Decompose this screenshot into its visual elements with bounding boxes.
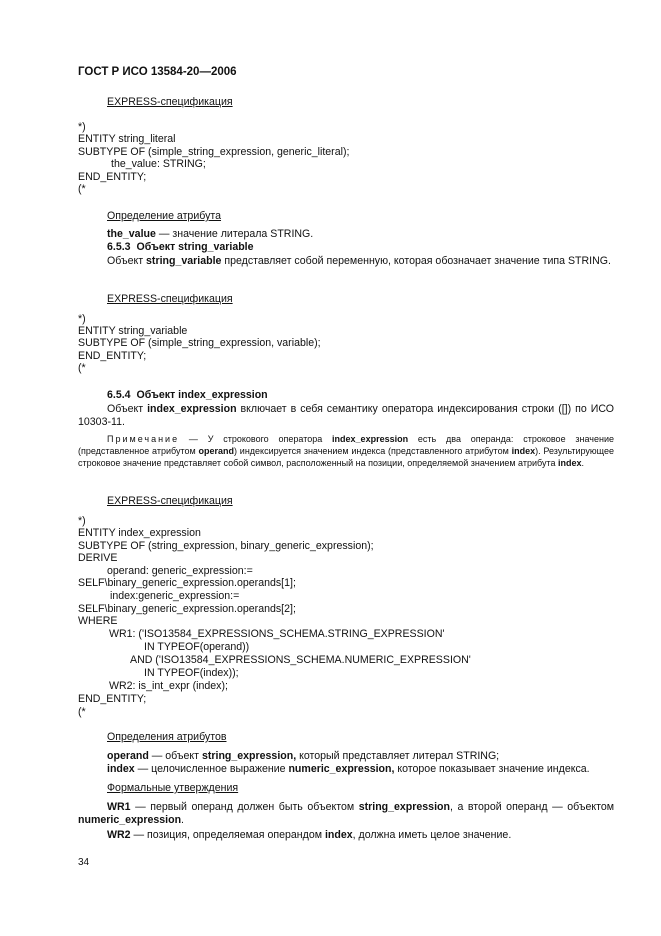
attribute-text: — целочисленное выражение — [134, 763, 289, 775]
paragraph-text: Объект — [107, 255, 147, 267]
code-line: DERIVE — [78, 552, 118, 564]
attribute-definition — [107, 228, 313, 241]
code-line: (* — [78, 706, 86, 718]
attribute-definition-operand — [107, 750, 499, 763]
paragraph-text: Объект — [107, 403, 148, 415]
code-line: END_ENTITY; — [78, 350, 147, 362]
code-line: END_ENTITY; — [78, 693, 147, 705]
note-bold: index_expression — [332, 434, 409, 444]
code-line: the_value: STRING; — [111, 158, 206, 170]
attribute-text: которое показывает значение индекса. — [394, 763, 590, 775]
paragraph-bold: string_variable — [146, 255, 222, 267]
page-header: ГОСТ Р ИСО 13584-20—2006 — [78, 66, 237, 78]
code-line: IN TYPEOF(operand)) — [144, 641, 250, 653]
note-bold: operand — [198, 445, 234, 456]
code-line: ENTITY string_literal — [78, 133, 176, 145]
paragraph-text: включает в себя семантику оператора индексирования строки ([]) по ИСО 10303-11. — [78, 403, 614, 428]
code-line: ENTITY string_variable — [78, 325, 188, 337]
note-bold: index — [511, 445, 536, 456]
note-paragraph — [78, 434, 614, 469]
note-bold: index — [557, 457, 582, 468]
section-paragraph — [78, 403, 614, 428]
code-line: ENTITY index_expression — [78, 527, 201, 539]
section-paragraph — [78, 255, 614, 268]
code-line: WR2: is_int_expr (index); — [109, 680, 228, 692]
code-line: *) — [78, 515, 86, 527]
note-text: . — [581, 457, 585, 468]
note-text: ) индексируется значением индекса (представленного атрибутом — [234, 445, 512, 456]
paragraph-bold: index_expression — [147, 403, 237, 415]
code-line: (* — [78, 183, 86, 195]
rule-bold: string_expression — [358, 801, 450, 813]
code-line: IN TYPEOF(index)); — [144, 667, 239, 679]
rule-text: — первый операнд должен быть объектом — [130, 801, 359, 813]
note-text: ). Результирующее строковое значение представляет собой символ, расположенный на позиции, определяемой значением атрибута — [78, 445, 614, 468]
note-text: есть два операнда: строковое значение (представленное атрибутом — [78, 434, 614, 456]
code-line: AND ('ISO13584_EXPRESSIONS_SCHEMA.NUMERIC_EXPRESSION' — [130, 654, 471, 666]
note-text: — У строкового оператора — [179, 434, 333, 444]
code-line: SUBTYPE OF (string_expression, binary_generic_expression); — [78, 540, 374, 552]
rule-wr1 — [78, 801, 614, 826]
code-line: *) — [78, 313, 86, 325]
section-heading-6-5-3 — [107, 241, 254, 254]
attribute-bold: numeric_expression, — [288, 763, 395, 775]
page-number: 34 — [78, 857, 90, 868]
code-line: SELF\binary_generic_expression.operands[1]; — [78, 577, 296, 589]
section-title: Объект string_variable — [136, 241, 254, 253]
rule-text: . — [181, 813, 184, 826]
section-heading-6-5-4 — [107, 389, 268, 402]
section-title: Объект index_expression — [136, 389, 268, 401]
express-spec-heading: EXPRESS-спецификация — [107, 293, 233, 305]
code-line: SELF\binary_generic_expression.operands[2]; — [78, 603, 296, 615]
rule-text: — позиция, определяемая операндом — [130, 829, 325, 841]
code-line: *) — [78, 121, 86, 133]
code-line: index:generic_expression:= — [110, 590, 240, 602]
attribute-name: index — [107, 763, 135, 775]
paragraph-text: представляет собой переменную, которая обозначает значение типа STRING. — [221, 255, 611, 267]
section-number: 6.5.3 — [107, 241, 131, 253]
attribute-text: который представляет литерал STRING; — [296, 750, 500, 762]
rule-wr2 — [107, 829, 511, 842]
express-spec-heading: EXPRESS-спецификация — [107, 495, 233, 507]
attribute-name: operand — [107, 750, 149, 762]
code-line: operand: generic_expression:= — [107, 565, 253, 577]
attribute-definition-heading: Определение атрибута — [107, 210, 222, 222]
code-line: WR1: ('ISO13584_EXPRESSIONS_SCHEMA.STRING_EXPRESSION' — [109, 628, 445, 640]
code-line: (* — [78, 362, 86, 374]
code-line: SUBTYPE OF (simple_string_expression, variable); — [78, 337, 321, 349]
code-line: WHERE — [78, 615, 118, 627]
rule-label: WR1 — [107, 801, 131, 813]
rule-label: WR2 — [107, 829, 131, 841]
code-line: END_ENTITY; — [78, 171, 147, 183]
attribute-definitions-heading: Определения атрибутов — [107, 731, 227, 743]
attribute-name: the_value — [107, 228, 156, 240]
rule-bold: numeric_expression — [78, 813, 182, 826]
formal-propositions-heading: Формальные утверждения — [107, 782, 239, 794]
code-line: SUBTYPE OF (simple_string_expression, generic_literal); — [78, 146, 350, 158]
rule-text: , должна иметь целое значение. — [352, 829, 512, 841]
express-spec-heading: EXPRESS-спецификация — [107, 96, 233, 108]
attribute-text: — объект — [148, 750, 202, 762]
rule-text: , а второй операнд — объектом — [449, 801, 614, 813]
attribute-text: — значение литерала STRING. — [155, 228, 314, 240]
attribute-definition-index — [107, 763, 590, 776]
attribute-bold: string_expression, — [201, 750, 297, 762]
section-number: 6.5.4 — [107, 389, 131, 401]
rule-bold: index — [324, 829, 353, 841]
note-label: Примечание — [107, 434, 180, 444]
